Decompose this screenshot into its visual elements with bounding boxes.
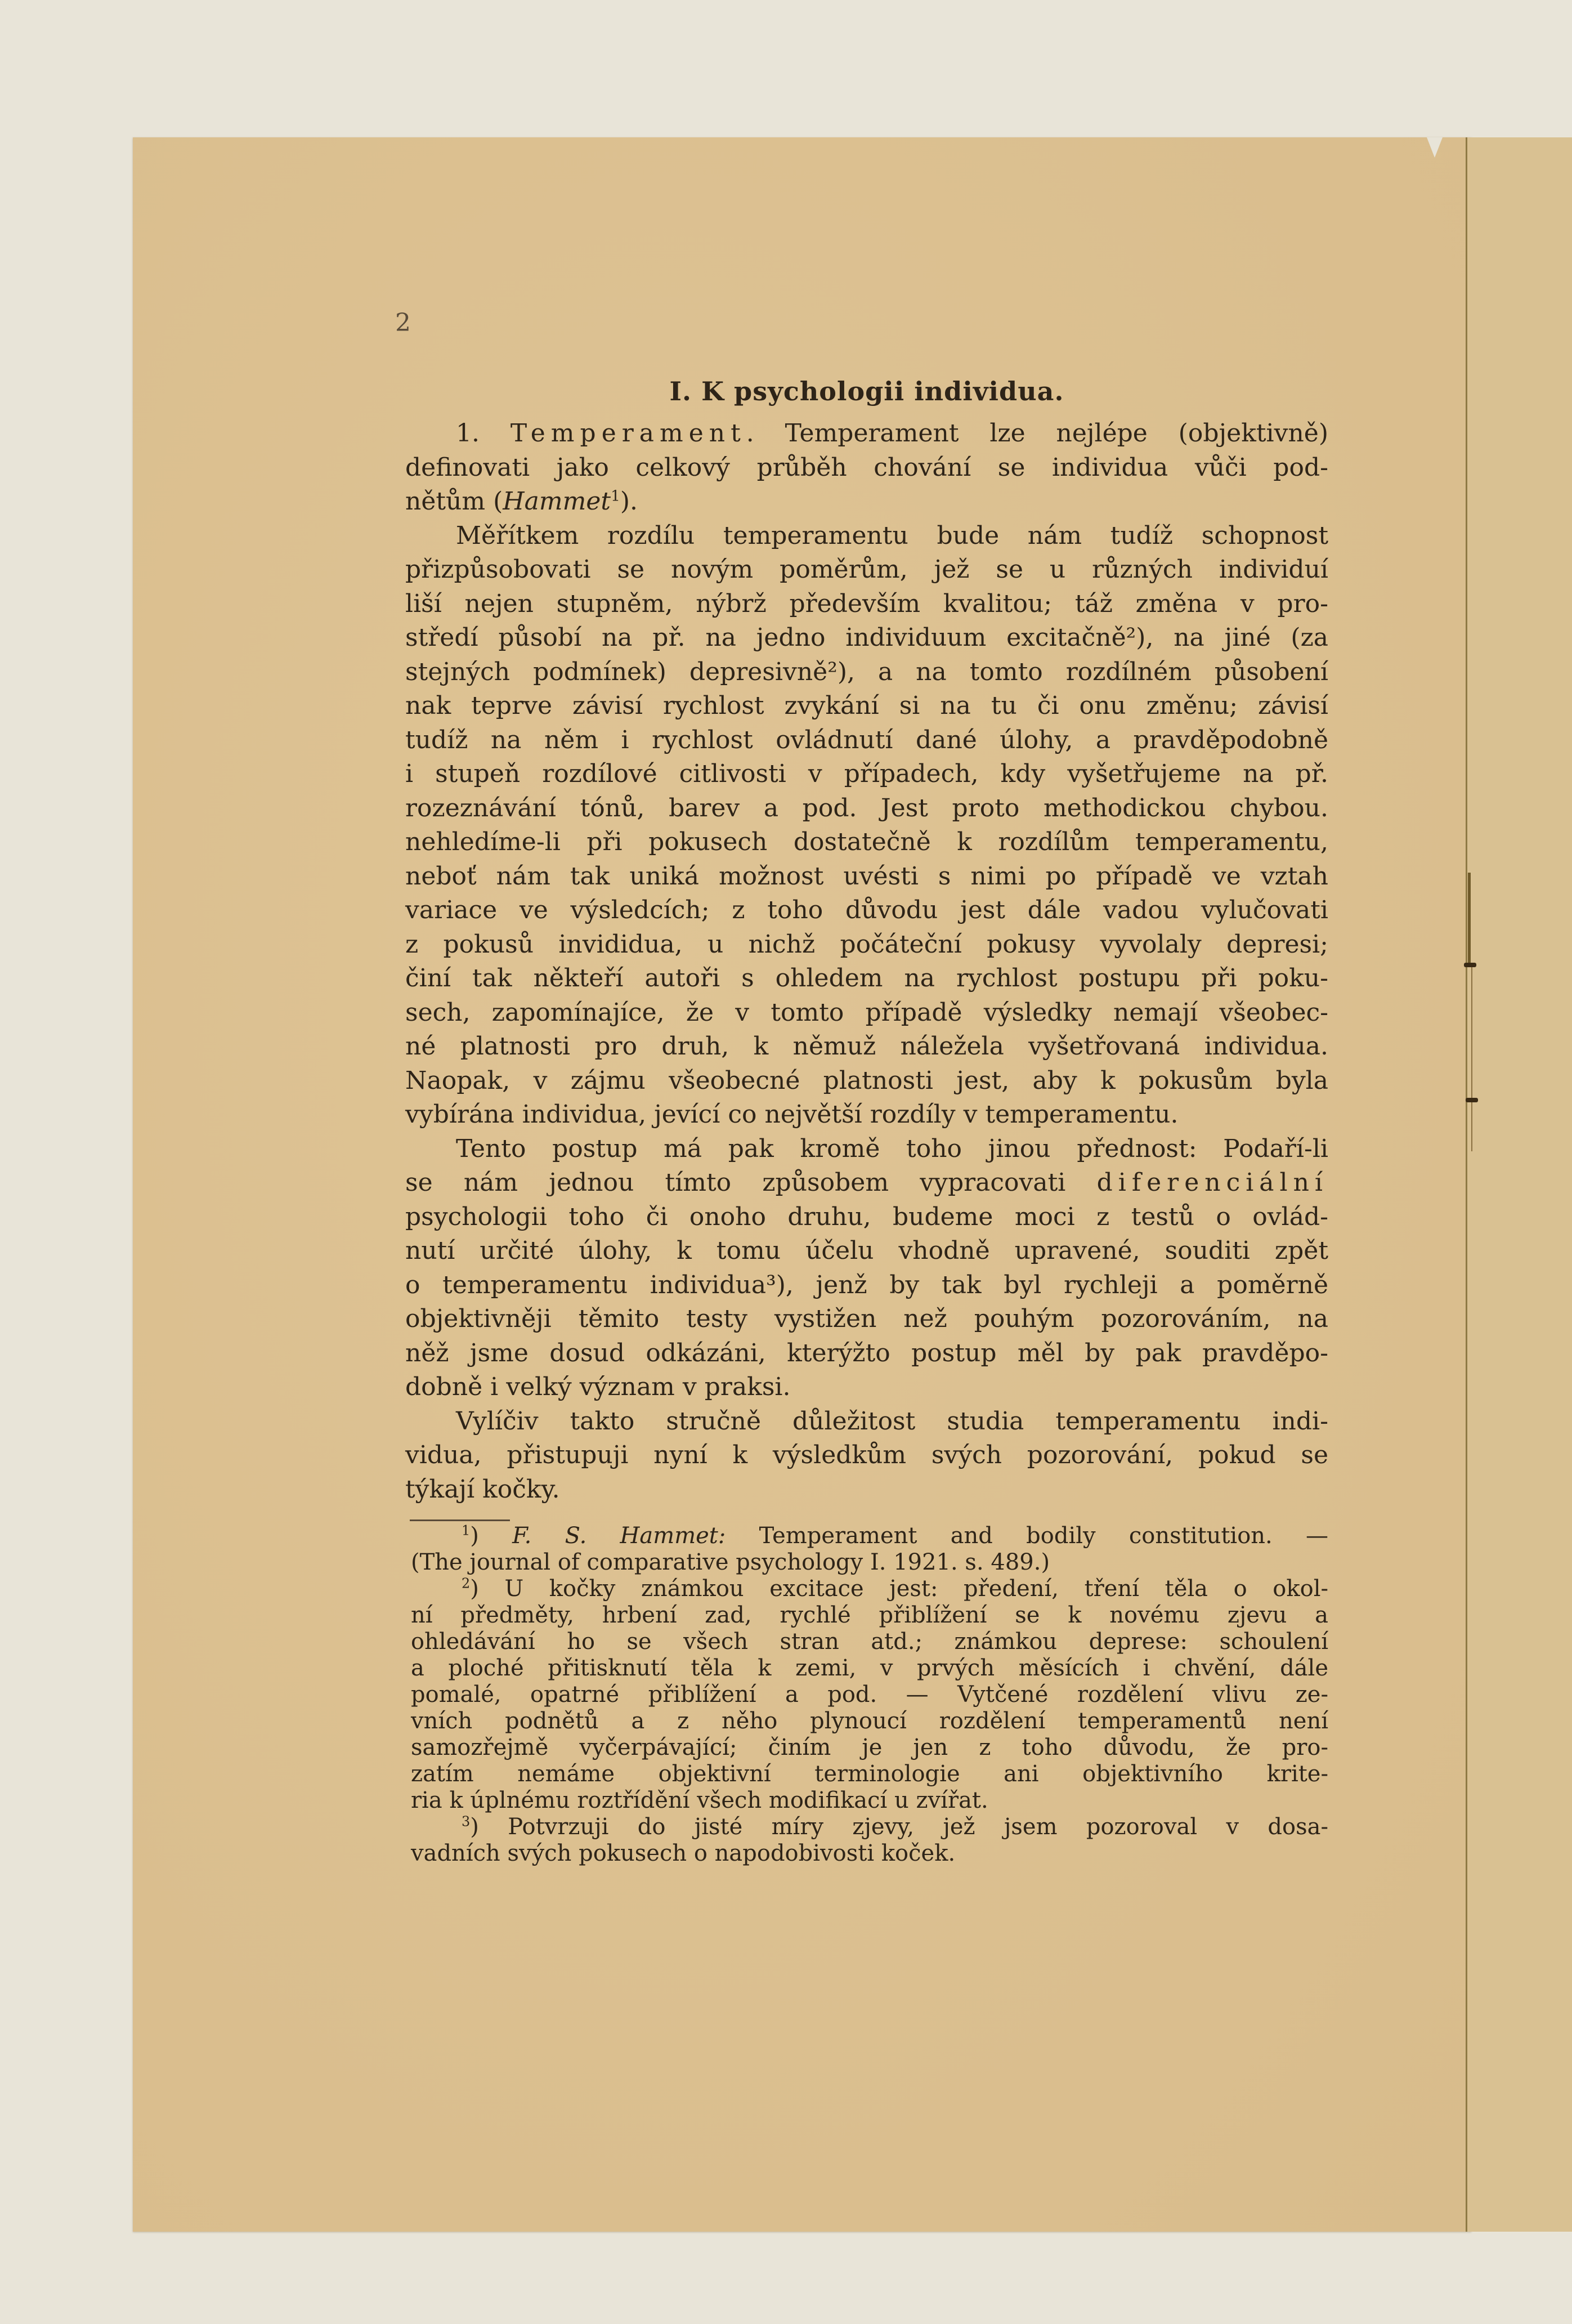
text-line: něž jsme dosud odkázáni, kterýžto postup měl by pak pravděpo- — [405, 1338, 1328, 1367]
text-fragment: ). — [620, 487, 638, 516]
footnote-line: ria k úplnému roztřídění všech modifikací u zvířat. — [411, 1787, 988, 1813]
footnote-line: a ploché přitisknutí těla k zemi, v prvých měsících i chvění, dále — [411, 1655, 1328, 1681]
citation-author: Hammet — [503, 487, 611, 516]
binding-stitch — [1464, 963, 1476, 967]
binding-stitch — [1466, 1098, 1478, 1102]
text-line: variace ve výsledcích; z toho důvodu jest dále vadou vylučovati — [405, 896, 1328, 924]
footnote-marker: 2 — [462, 1575, 471, 1592]
footnote-line: pomalé, opatrné přiblížení a pod. — Vytčené rozdělení vlivu ze- — [411, 1682, 1328, 1708]
text-line: o temperamentu individua³), jenž by tak byl rychleji a poměrně — [405, 1270, 1328, 1299]
text-line: Vylíčiv takto stručně důležitost studia temperamentu indi- — [456, 1406, 1328, 1436]
text-line: z pokusů invididua, u nichž počáteční pokusy vyvolaly depresi; — [405, 929, 1328, 959]
next-page-edge — [1466, 137, 1572, 2232]
page-notch — [1427, 137, 1443, 158]
text-line: stejných podmínek) depresivně²), a na tomto rozdílném působení — [405, 657, 1328, 686]
text-line: Naopak, v zájmu všeobecné platnosti jest, aby k pokusům byla — [405, 1066, 1328, 1095]
paragraphs — [405, 519, 1328, 1507]
footnote-line: ní předměty, hrbení zad, rychlé přiblížení se k novému zjevu a — [411, 1602, 1328, 1628]
text-line: nutí určité úlohy, k tomu účelu vhodně upravené, souditi zpět — [405, 1236, 1328, 1265]
text-line: i stupeň rozdílové citlivosti v případech, kdy vyšetřujeme na př. — [405, 759, 1328, 788]
footnote-divider — [410, 1519, 510, 1521]
text-fragment: nětům ( — [405, 487, 503, 516]
footnote-line: zatím nemáme objektivní terminologie ani objektivního krite- — [411, 1761, 1328, 1787]
footnote-marker: 3 — [462, 1813, 471, 1830]
footnote-line: $^3$) Potvrzuji do jisté míry zjevy, jež jsem pozoroval v dosa- — [462, 1813, 1328, 1840]
text-line: psychologii toho či onoho druhu, budeme moci z testů o ovlád- — [405, 1202, 1328, 1231]
text-line: přizpůsobovati se novým poměrům, jež se u různých individuí — [405, 555, 1328, 584]
text-line: činí tak někteří autoři s ohledem na rychlost postupu při poku- — [405, 964, 1328, 993]
text-line: definovati jako celkový průběh chování se individua vůči pod- — [405, 453, 1328, 482]
footnote-line: vadních svých pokusech o napodobivosti koček. — [411, 1840, 956, 1866]
section-heading: I. K psychologii individua. — [669, 376, 1064, 406]
text-line: středí působí na př. na jedno individuum excitačně²), na jiné (za — [405, 623, 1328, 652]
text-line: sech, zapomínajíce, že v tomto případě výsledky nemají všeobec- — [405, 998, 1328, 1027]
text-line: tudíž na něm i rychlost ovládnutí dané úlohy, a pravděpodobně — [405, 725, 1328, 754]
spaced-term: diferenciální — [1096, 1168, 1328, 1197]
text-line: né platnosti pro druh, k němuž náležela vyšetřovaná individua. — [405, 1032, 1328, 1061]
footnote-line: (The journal of comparative psychology I. 1921. s. 489.) — [411, 1549, 1050, 1575]
text-line: 1. Temperament. Temperament lze nejlépe (objektivně) — [456, 419, 1329, 448]
text-line: liší nejen stupněm, nýbrž především kvalitou; táž změna v pro- — [405, 589, 1328, 618]
text-line: se nám jednou tímto způsobem vypracovati diferenciální — [405, 1168, 1328, 1197]
text-line: týkají kočky. — [405, 1474, 560, 1504]
text-line: objektivněji těmito testy vystižen než pouhým pozorováním, na — [405, 1304, 1328, 1333]
page-number: 2 — [395, 309, 411, 337]
text-line: vidua, přistupuji nyní k výsledkům svých pozorování, pokud se — [405, 1441, 1328, 1469]
text-line: vybírána individua, jevící co největší rozdíly v temperamentu. — [405, 1100, 1179, 1129]
footnote-ref: 1 — [611, 487, 620, 505]
text-line: nehledíme-li při pokusech dostatečně k rozdílům temperamentu, — [405, 828, 1328, 856]
text-line — [405, 485, 1328, 519]
footnote-line: samozřejmě vyčerpávající; činím je jen z toho důvodu, že pro- — [411, 1735, 1328, 1760]
text-line: Měřítkem rozdílu temperamentu bude nám tudíž schopnost — [456, 521, 1328, 550]
binding-thread — [1468, 873, 1471, 963]
text-line: neboť nám tak uniká možnost uvésti s nimi po případě ve vztah — [405, 861, 1328, 891]
text-line: nak teprve závisí rychlost zvykání si na tu či onu změnu; závisí — [405, 691, 1328, 720]
text-line: dobně i velký význam v praksi. — [405, 1373, 791, 1401]
binding-thread-thin — [1471, 966, 1472, 1151]
footnote-line: ohledávání ho se všech stran atd.; známkou deprese: schoulení — [411, 1629, 1328, 1655]
footnote-marker: 1 — [462, 1522, 471, 1539]
body-text — [405, 417, 1328, 1507]
footnotes — [411, 1523, 1328, 1867]
footnote-line: vních podnětů a z něho plynoucí rozdělení temperamentů není — [411, 1708, 1328, 1734]
spaced-term: Temperament — [510, 419, 746, 448]
footnote-author: F. S. Hammet: — [478, 1523, 726, 1549]
footnote-line: $^2$) U kočky známkou excitace jest: předení, tření těla o okol- — [462, 1575, 1328, 1602]
text-line: Tento postup má pak kromě toho jinou přednost: Podaří-li — [456, 1134, 1328, 1163]
footnote-line: $^1$) F. S. Hammet: Temperament and bodily constitution. — — [462, 1522, 1329, 1549]
text-line: rozeznávání tónů, barev a pod. Jest proto methodickou chybou. — [405, 793, 1328, 823]
